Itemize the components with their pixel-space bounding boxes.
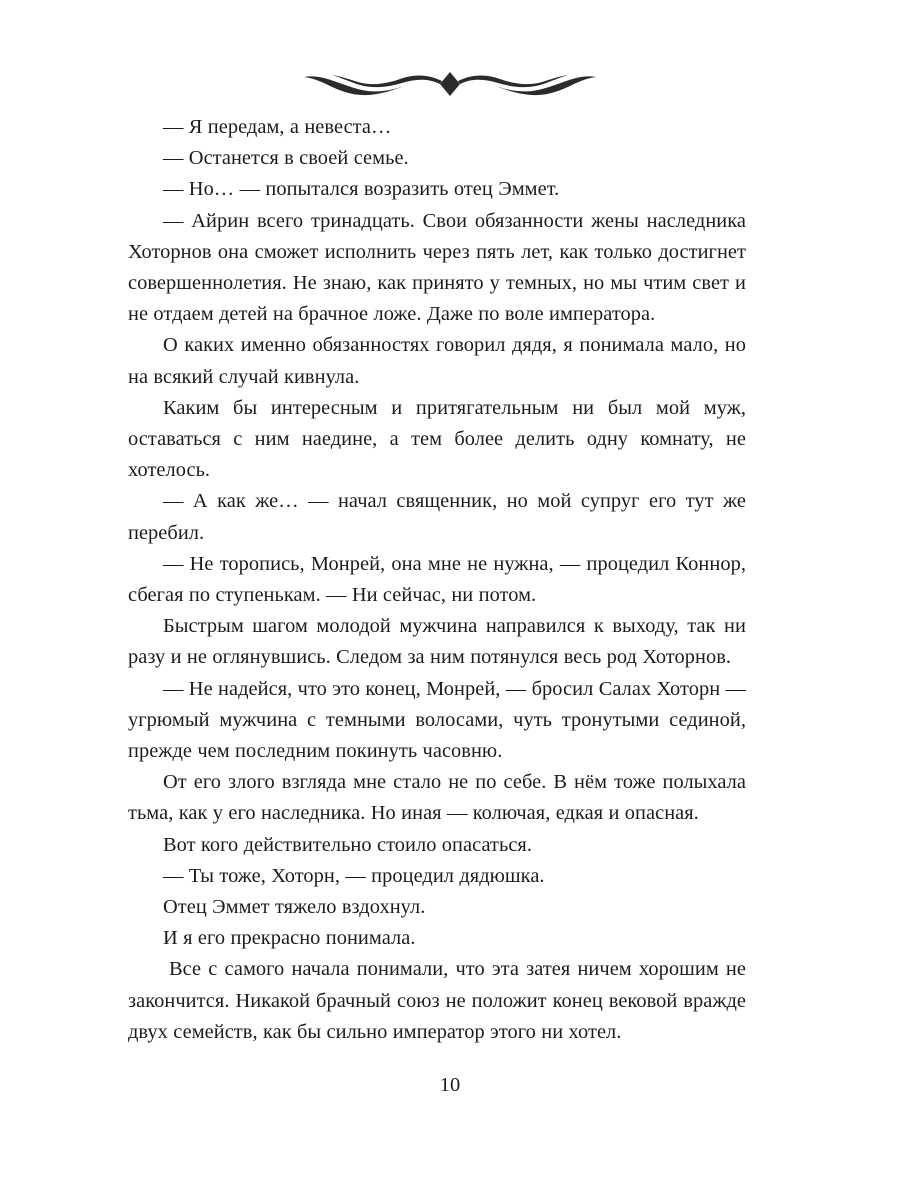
- page-number: 10: [439, 1074, 461, 1096]
- paragraph: Быстрым шагом молодой мужчина направился к выходу, так ни разу и не оглянувшись. Следом за ним потянулся весь род Хоторнов.: [128, 615, 746, 669]
- paragraph: От его злого взгляда мне стало не по себе. В нём тоже полыхала тьма, как у его наследника. Но иная — колючая, едкая и опасная.: [128, 771, 746, 825]
- body-text: [128, 112, 746, 1048]
- paragraph: — Я передам, а невеста…: [163, 116, 392, 138]
- paragraph: — Не торопись, Монрей, она мне не нужна, — процедил Коннор, сбегая по ступенькам. — Ни сейчас, ни потом.: [128, 552, 746, 607]
- paragraph: — Но… — попытался возразить отец Эммет.: [163, 178, 560, 201]
- paragraph: — А как же… — начал священник, но мой супруг его тут же перебил.: [128, 490, 746, 544]
- decorative-divider-ornament: [0, 60, 900, 108]
- paragraph: — Останется в своей семье.: [163, 147, 409, 170]
- paragraph: О каких именно обязанностях говорил дядя, я понимала мало, но на всякий случай кивнула.: [128, 334, 746, 388]
- paragraph: — Ты тоже, Хоторн, — процедил дядюшка.: [163, 864, 545, 887]
- paragraph: Отец Эммет тяжело вздохнул.: [163, 896, 426, 919]
- paragraph: — Не надейся, что это конец, Монрей, — бросил Салах Хоторн — угрюмый мужчина с темными волосами, чуть тронутыми сединой, прежде чем последним покинуть часовню.: [128, 677, 746, 763]
- paragraph: Каким бы интересным и притягательным ни был мой муж, оставаться с ним наедине, а тем более делить одну комнату, не хотелось.: [128, 396, 746, 482]
- paragraph: — Айрин всего тринадцать. Свои обязанности жены наследника Хоторнов она сможет исполнить через пять лет, как только достигнет совершеннолетия. Не знаю, как принято у темных, но мы чтим свет и не отдаем детей на брачное ложе. Даже по воле императора.: [128, 209, 746, 326]
- paragraph: И я его прекрасно понимала.: [163, 927, 416, 950]
- paragraph: Все с самого начала понимали, что эта затея ничем хорошим не закончится. Никакой брачный союз не положит конец вековой вражде двух семейств, как бы сильно император этого ни хотел.: [128, 958, 746, 1043]
- paragraph: Вот кого действительно стоило опасаться.: [163, 833, 533, 856]
